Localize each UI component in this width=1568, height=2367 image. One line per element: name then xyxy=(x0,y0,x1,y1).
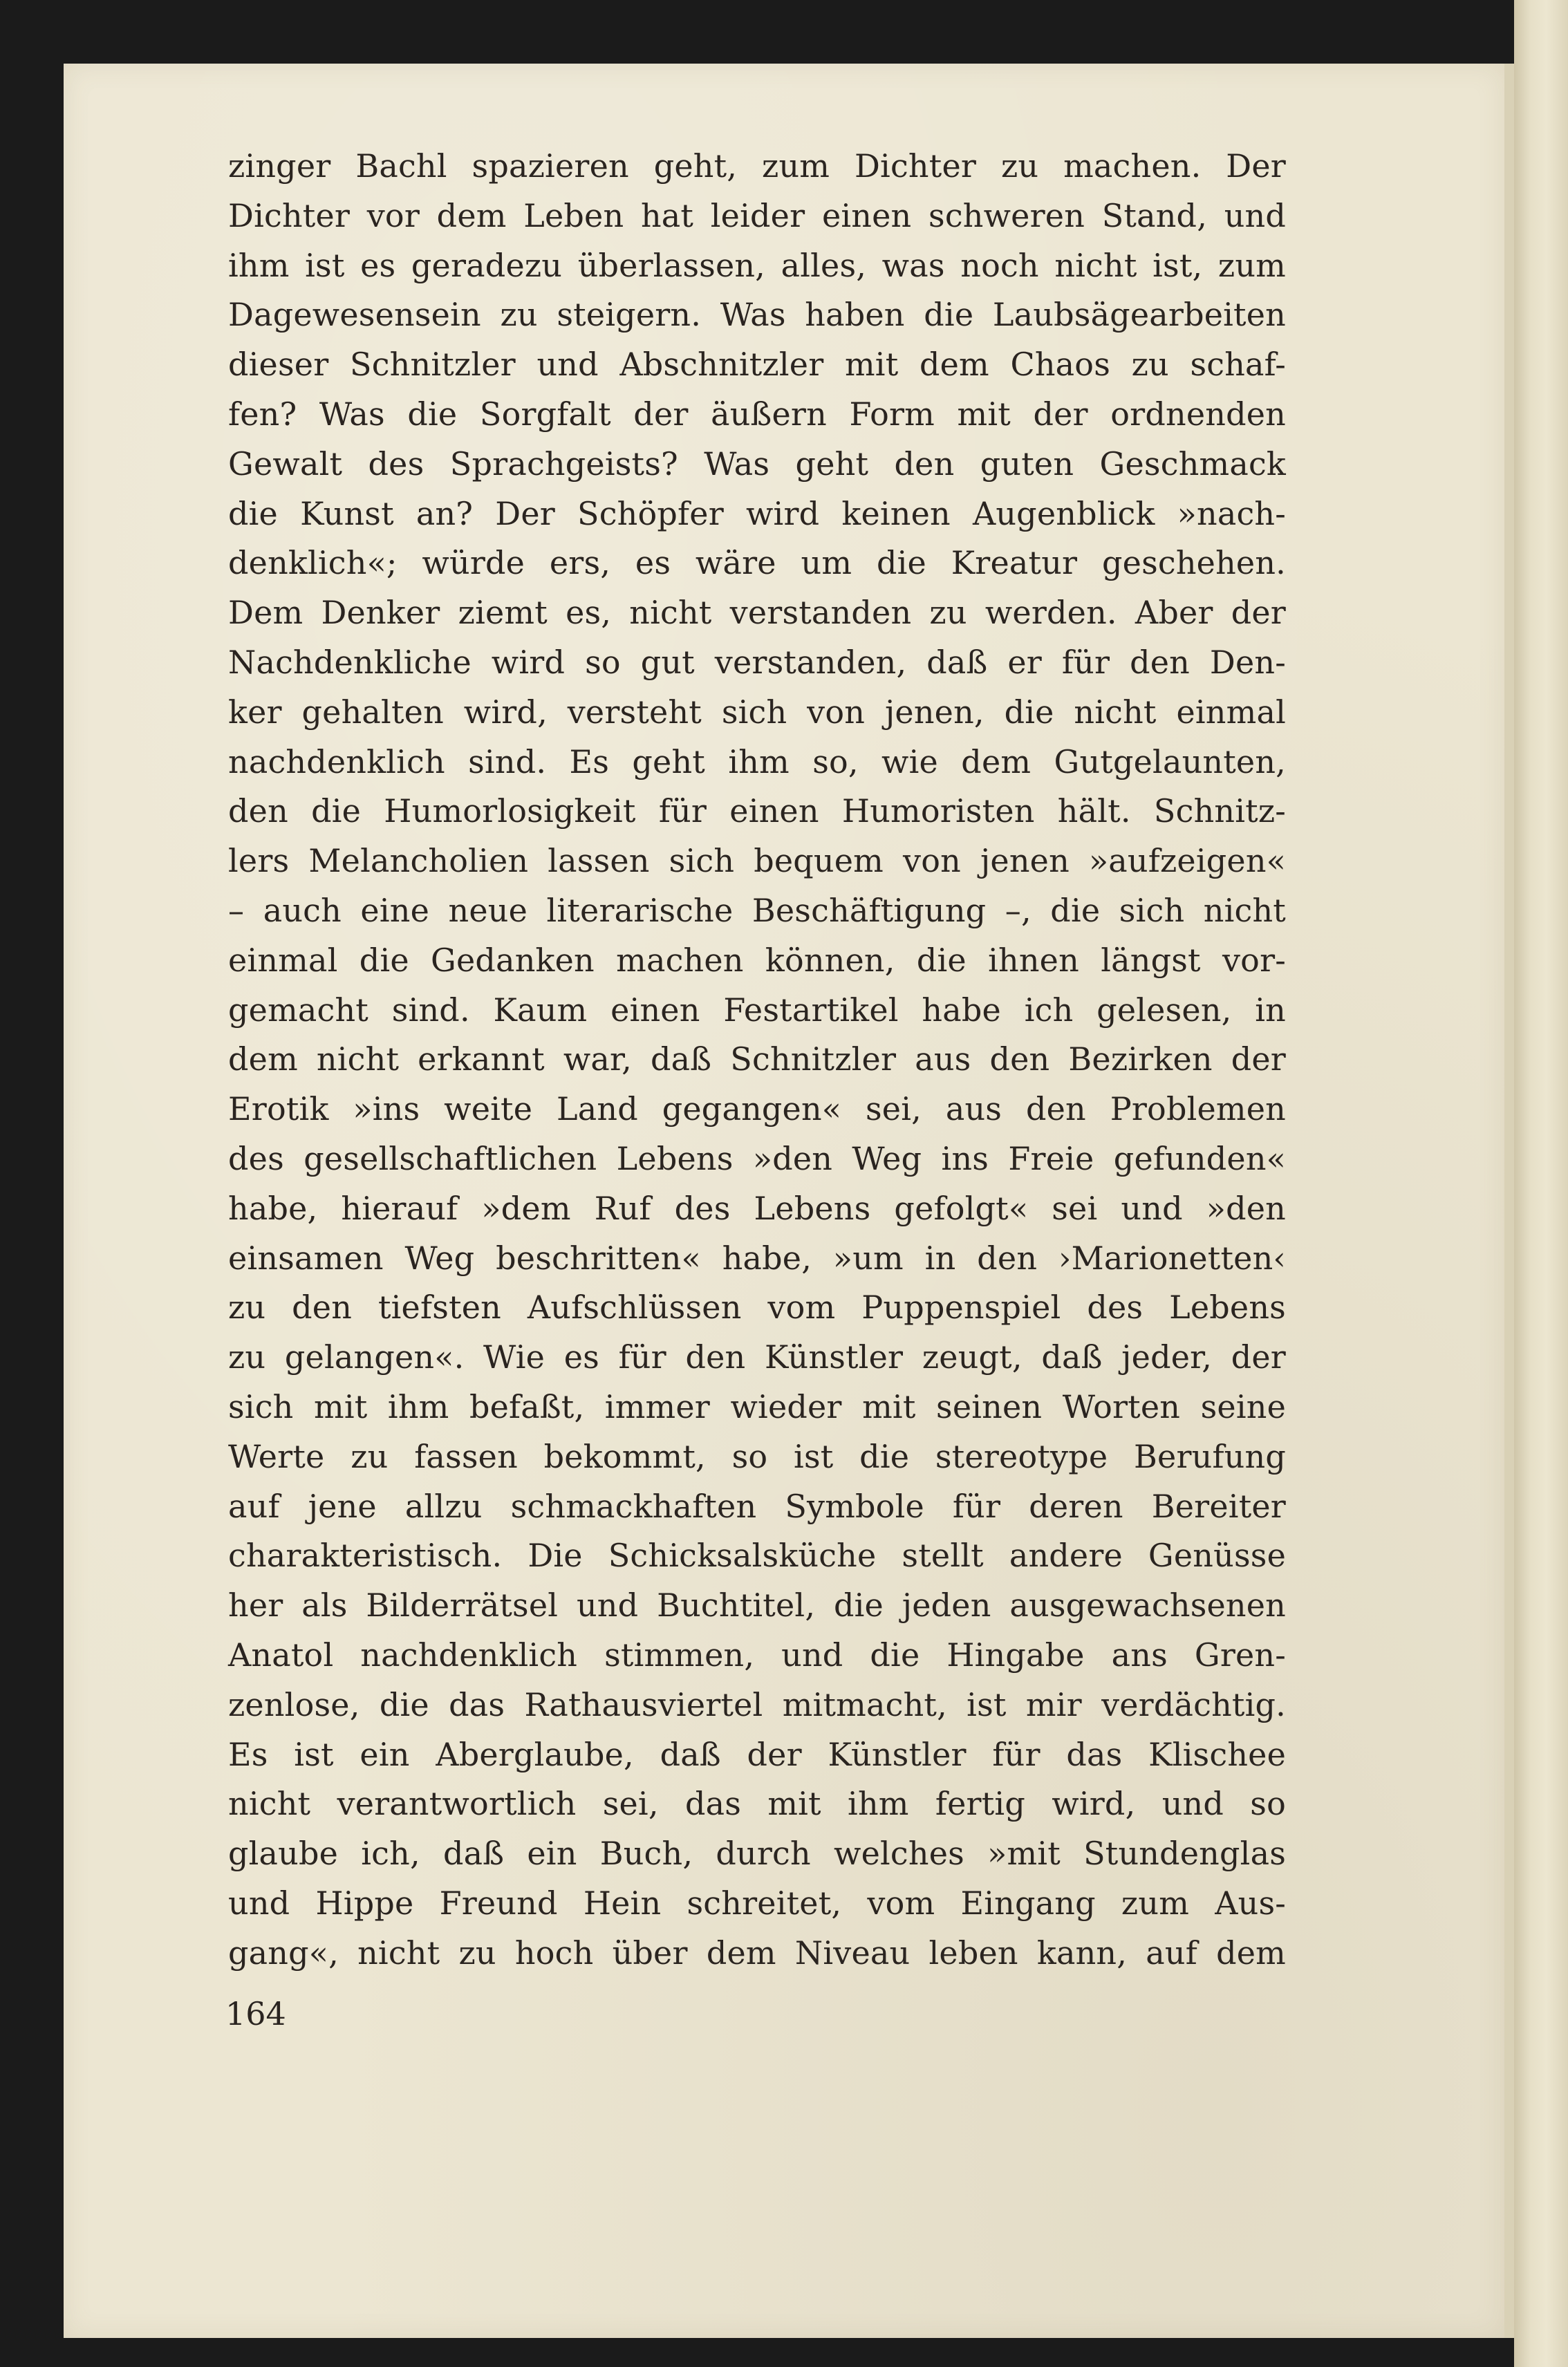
text-line: fen? Was die Sorgfalt der äußern Form mit der ordnenden xyxy=(228,395,1286,433)
text-line: glaube ich, daß ein Buch, durch welches »mit Stundenglas xyxy=(228,1835,1286,1873)
text-line: dem nicht erkannt war, daß Schnitzler aus den Bezirken der xyxy=(228,1040,1286,1078)
text-line: denklich«; würde ers, es wäre um die Kreatur geschehen. xyxy=(228,544,1286,582)
text-line: habe, hierauf »dem Ruf des Lebens gefolgt« sei und »den xyxy=(228,1189,1286,1227)
text-line: Werte zu fassen bekommt, so ist die stereotype Berufung xyxy=(228,1437,1286,1475)
text-line: gang«, nicht zu hoch über dem Niveau leben kann, auf dem xyxy=(228,1934,1286,1972)
text-line: Nachdenkliche wird so gut verstanden, daß er für den Den- xyxy=(228,643,1286,681)
text-line: sich mit ihm befaßt, immer wieder mit seinen Worten seine xyxy=(228,1387,1286,1425)
text-line: zu den tiefsten Aufschlüssen vom Puppenspiel des Lebens xyxy=(228,1289,1286,1327)
text-line: auf jene allzu schmackhaften Symbole für deren Bereiter xyxy=(228,1487,1286,1525)
text-line: ker gehalten wird, versteht sich von jenen, die nicht einmal xyxy=(228,693,1286,731)
text-line: des gesellschaftlichen Lebens »den Weg ins Freie gefunden« xyxy=(228,1139,1286,1177)
text-line: Erotik »ins weite Land gegangen« sei, aus den Problemen xyxy=(228,1090,1286,1128)
text-line: Es ist ein Aberglaube, daß der Künstler für das Klischee xyxy=(228,1735,1286,1773)
text-line: ihm ist es geradezu überlassen, alles, was noch nicht ist, zum xyxy=(228,246,1286,284)
text-line: lers Melancholien lassen sich bequem von jenen »aufzeigen« xyxy=(228,842,1286,880)
text-line: charakteristisch. Die Schicksalsküche stellt andere Genüsse xyxy=(228,1537,1286,1575)
scan-backing xyxy=(1514,0,1568,2367)
text-line: zu gelangen«. Wie es für den Künstler zeugt, daß jeder, der xyxy=(228,1338,1286,1376)
text-line: dieser Schnitzler und Abschnitzler mit dem Chaos zu schaf- xyxy=(228,346,1286,384)
body-text xyxy=(228,142,1286,1978)
text-line: einmal die Gedanken machen können, die ihnen längst vor- xyxy=(228,941,1286,979)
text-line: Dichter vor dem Leben hat leider einen schweren Stand, und xyxy=(228,196,1286,234)
text-line: her als Bilderrätsel und Buchtitel, die jeden ausgewachsenen xyxy=(228,1587,1286,1625)
text-line: Dagewesensein zu steigern. Was haben die Laubsägearbeiten xyxy=(228,296,1286,334)
page-number: 164 xyxy=(225,1995,286,2032)
text-line: einsamen Weg beschritten« habe, »um in den ›Marionetten‹ xyxy=(228,1239,1286,1277)
text-line: zinger Bachl spazieren geht, zum Dichter zu machen. Der xyxy=(228,147,1286,185)
text-line: nicht verantwortlich sei, das mit ihm fertig wird, und so xyxy=(228,1785,1286,1823)
text-line: Anatol nachdenklich stimmen, und die Hingabe ans Gren- xyxy=(228,1636,1286,1674)
text-line: nachdenklich sind. Es geht ihm so, wie dem Gutgelaunten, xyxy=(228,742,1286,780)
text-line: – auch eine neue literarische Beschäftigung –, die sich nicht xyxy=(228,891,1286,929)
text-line: und Hippe Freund Hein schreitet, vom Eingang zum Aus- xyxy=(228,1884,1286,1922)
paper-edge xyxy=(1504,64,1514,2338)
text-line: Dem Denker ziemt es, nicht verstanden zu werden. Aber der xyxy=(228,594,1286,632)
text-line: den die Humorlosigkeit für einen Humoristen hält. Schnitz- xyxy=(228,792,1286,830)
text-line: die Kunst an? Der Schöpfer wird keinen Augenblick »nach- xyxy=(228,494,1286,532)
text-line: Gewalt des Sprachgeists? Was geht den guten Geschmack xyxy=(228,445,1286,483)
text-line: gemacht sind. Kaum einen Festartikel habe ich gelesen, in xyxy=(228,991,1286,1029)
text-line: zenlose, die das Rathausviertel mitmacht, ist mir verdächtig. xyxy=(228,1685,1286,1723)
